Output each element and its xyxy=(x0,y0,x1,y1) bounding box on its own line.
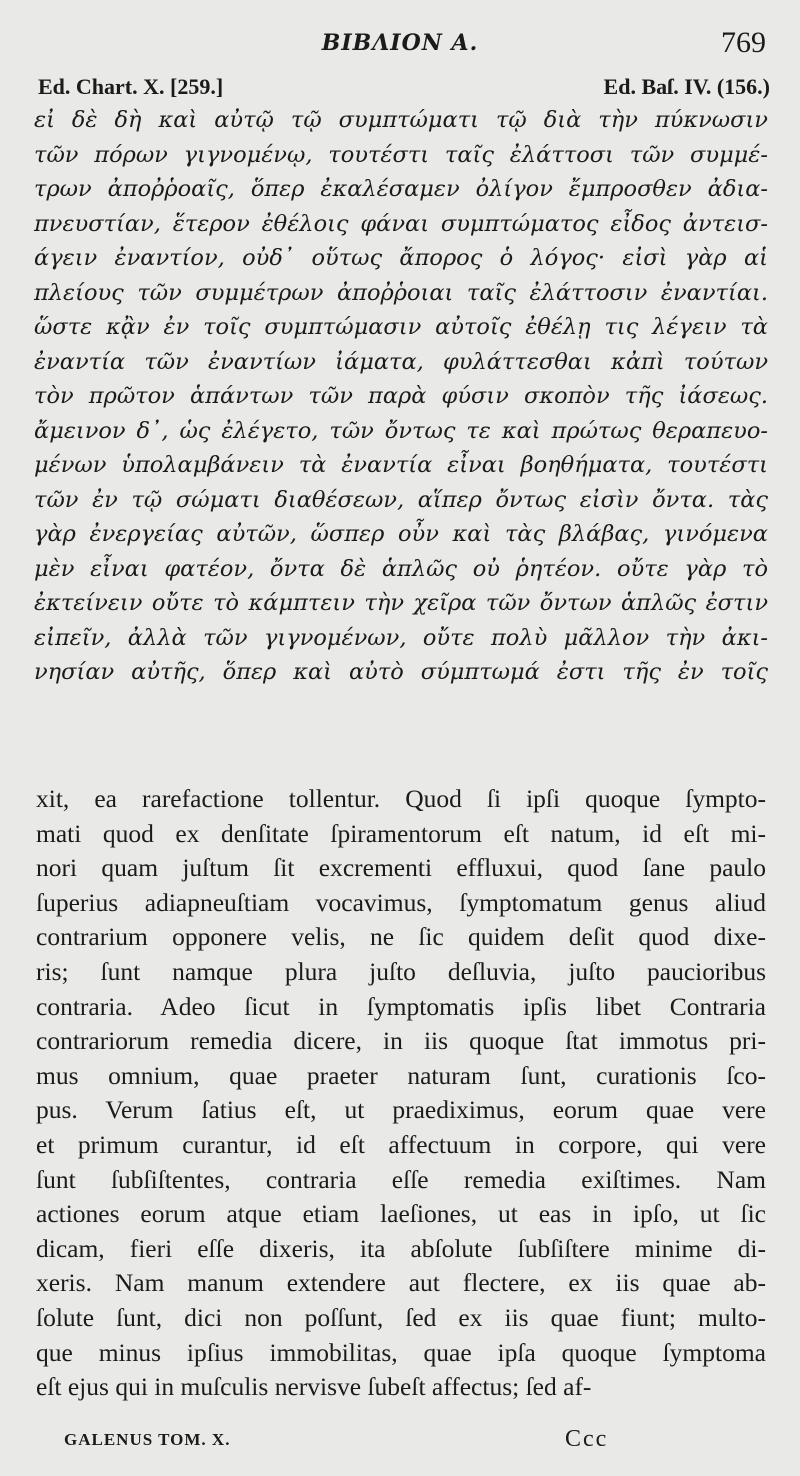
greek-text-line: νησίαν αὐτῆς, ὅπερ καὶ αὐτὸ σύμπτωμά ἐστι τῆς ἐν τοῖς xyxy=(34,659,768,685)
greek-text-block xyxy=(34,103,768,690)
greek-text-line: ἄμεινον δ᾽, ὡς ἐλέγετο, τῶν ὄντως τε καὶ πρώτως θεραπευο- xyxy=(34,417,768,444)
latin-text-line: eſt ejus qui in muſculis nervisve ſubeſt affectus; ſed af- xyxy=(36,1372,592,1402)
greek-text-line: τῶν πόρων γιγνομένῳ, τουτέστι ταῖς ἐλάττοσι τῶν συμμέ- xyxy=(34,141,768,168)
latin-text-line: contraria. Adeo ſicut in ſymptomatis ipſis libet Contraria xyxy=(36,991,766,1021)
greek-text-line: ὥστε κᾂν ἐν τοῖς συμπτώμασιν αὐτοῖς ἐθέλῃ τις λέγειν τὰ xyxy=(34,314,768,340)
latin-text-line: contrariorum remedia dicere, in iis quoque ſtat immotus pri- xyxy=(36,1026,766,1056)
greek-text-line: μένων ὑπολαμβάνειν τὰ ἐναντία εἶναι βοηθήματα, τουτέστι xyxy=(34,452,768,478)
greek-text-line: τῶν ἐν τῷ σώματι διαθέσεων, αἵπερ ὄντως εἰσὶν ὄντα. τὰς xyxy=(34,486,768,513)
latin-text-line: xeris. Nam manum extendere aut flectere, ex iis quae ab- xyxy=(36,1268,766,1298)
latin-text-line: dicam, fieri eſſe dixeris, ita abſolute ſubſiſtere minime di- xyxy=(36,1233,766,1263)
latin-text-line: ſuperius adiapneuſtiam vocavimus, ſymptomatum genus aliud xyxy=(36,887,766,917)
latin-text-line: et primum curantur, id eſt affectuum in corpore, qui vere xyxy=(36,1129,766,1159)
greek-text-line: άγειν ἐναντίον, οὐδ᾽ οὕτως ἄπορος ὁ λόγος· εἰσὶ γὰρ αἱ xyxy=(34,245,768,271)
edition-reference-right: Ed. Baſ. IV. (156.) xyxy=(603,74,770,99)
greek-text-line: τὸν πρῶτον ἁπάντων τῶν παρὰ φύσιν σκοπὸν τῆς ἰάσεως. xyxy=(34,383,768,409)
footer-signature-mark: Ccc xyxy=(565,1426,609,1452)
latin-text-line: ris; ſunt namque plura juſto deſluvia, juſto paucioribus xyxy=(36,956,766,986)
latin-text-block xyxy=(36,782,766,1405)
greek-text-line: πνευστίαν, ἕτερον ἐθέλοις φάναι συμπτώματος εἶδος ἀντεισ- xyxy=(34,210,768,237)
greek-text-line: τρων ἀποῤῥοαῖς, ὅπερ ἐκαλέσαμεν ὀλίγον ἔμπροσθεν ἀδια- xyxy=(34,176,768,202)
latin-text-line: ſunt ſubſiſtentes, contraria eſſe remedia exiſtimes. Nam xyxy=(36,1164,766,1194)
footer-signature: GALENUS TOM. X. xyxy=(64,1430,231,1449)
latin-text-line: contrarium opponere velis, ne ſic quidem deſit quod dixe- xyxy=(36,922,766,952)
latin-text-line: actiones eorum atque etiam laeſiones, ut eas in ipſo, ut ſic xyxy=(36,1199,766,1229)
page-number: 769 xyxy=(721,26,766,59)
greek-text-line: γὰρ ἐνεργείας αὐτῶν, ὥσπερ οὖν καὶ τὰς βλάβας, γινόμενα xyxy=(34,521,768,547)
greek-text-line: μὲν εἶναι φατέον, ὄντα δὲ ἁπλῶς οὐ ῥητέον. οὔτε γὰρ τὸ xyxy=(34,555,768,582)
latin-text-line: ſolute ſunt, dici non poſſunt, ſed ex iis quae fiunt; multo- xyxy=(36,1302,766,1332)
greek-text-line: ἐναντία τῶν ἐναντίων ἰάματα, φυλάττεσθαι κἀπὶ τούτων xyxy=(34,348,768,375)
greek-text-line: εἰ δὲ δὴ καὶ αὐτῷ τῷ συμπτώματι τῷ διὰ τὴν πύκνωσιν xyxy=(34,107,768,133)
latin-text-line: mus omnium, quae praeter naturam ſunt, curationis ſco- xyxy=(36,1060,766,1090)
latin-text-line: nori quam juſtum ſit excrementi effluxui, quod ſane paulo xyxy=(36,853,766,883)
latin-text-line: xit, ea rarefactione tollentur. Quod ſi ipſi quoque ſympto- xyxy=(36,784,766,813)
latin-text-line: que minus ipſius immobilitas, quae ipſa quoque ſymptoma xyxy=(36,1337,766,1367)
greek-text-line: ἐκτείνειν οὔτε τὸ κάμπτειν τὴν χεῖρα τῶν ὄντων ἁπλῶς ἐστιν xyxy=(34,590,768,616)
greek-text-line: πλείους τῶν συμμέτρων ἀποῤῥοιαι ταῖς ἐλάττοσιν ἐναντίαι. xyxy=(34,279,768,306)
greek-text-line: εἰπεῖν, ἀλλὰ τῶν γιγνομένων, οὔτε πολὺ μᾶλλον τὴν ἀκι- xyxy=(34,624,768,651)
edition-reference-left: Ed. Chart. X. [259.] xyxy=(38,74,224,99)
latin-text-line: mati quod ex denſitate ſpiramentorum eſt natum, id eſt mi- xyxy=(36,818,766,848)
latin-text-line: pus. Verum ſatius eſt, ut praediximus, eorum quae vere xyxy=(36,1095,766,1125)
running-head: ΒΙΒΛΙΟΝ Α. xyxy=(321,30,479,56)
